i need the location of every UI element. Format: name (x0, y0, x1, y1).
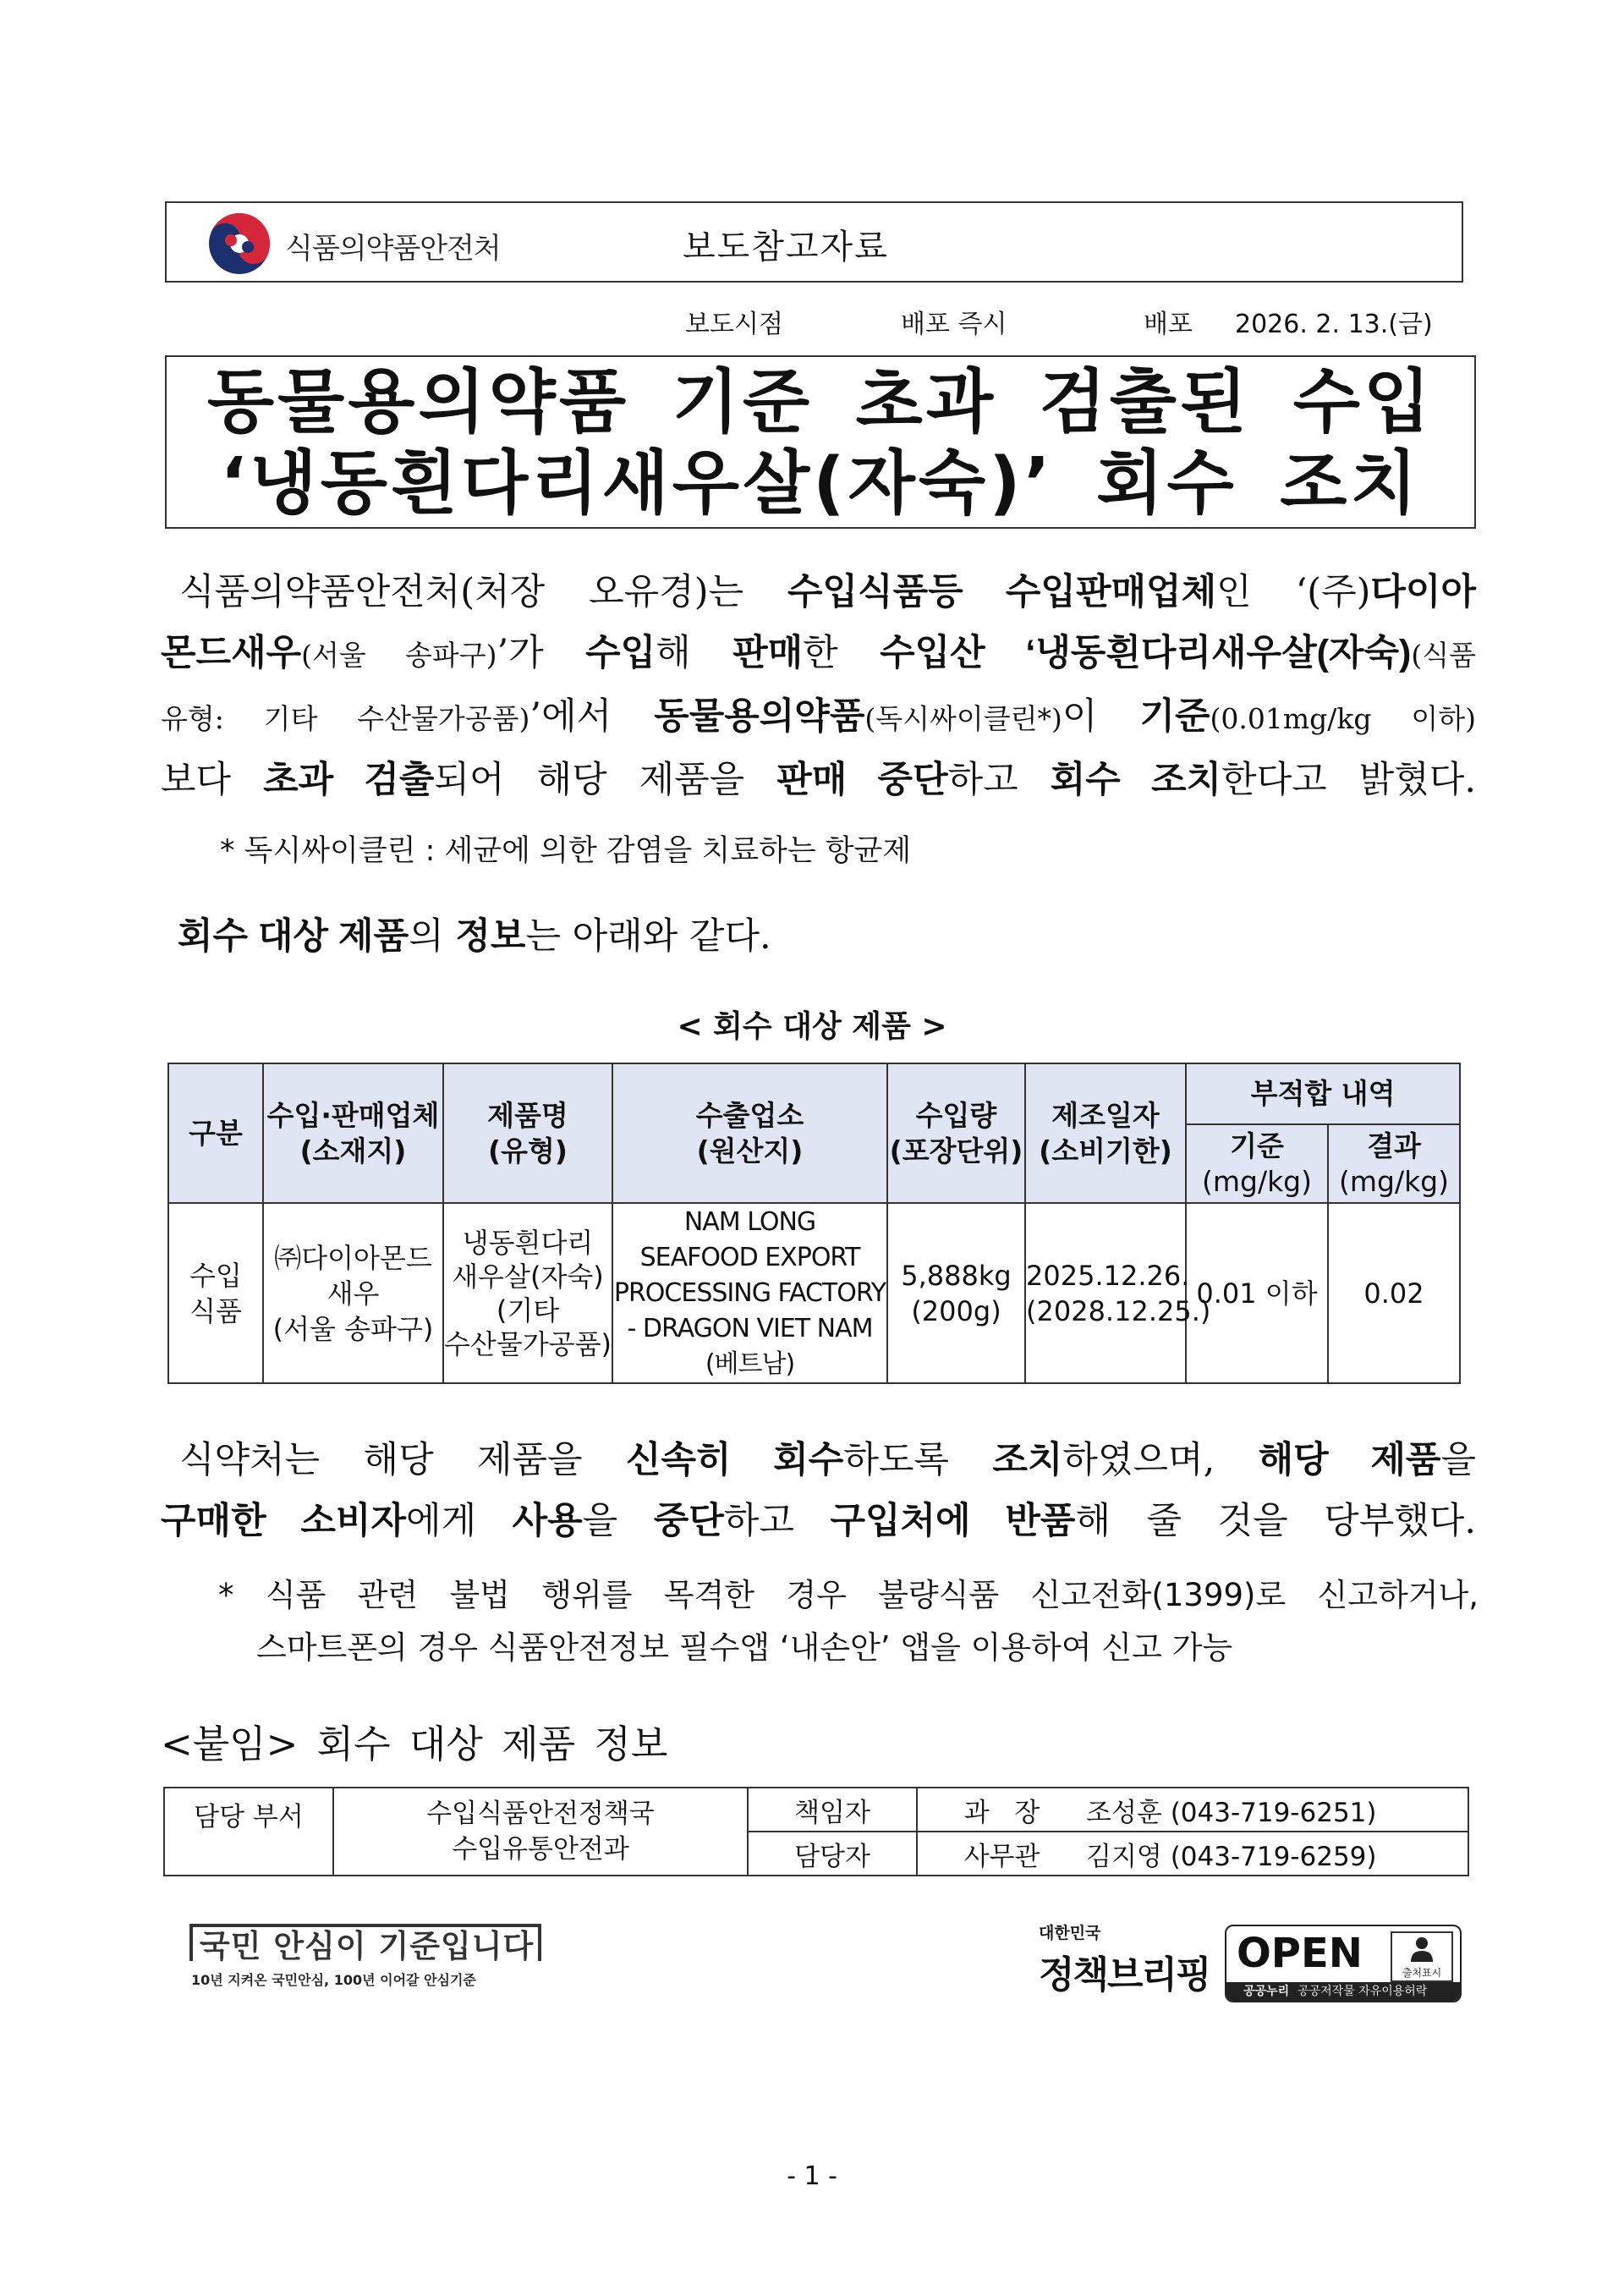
header-standard (1186, 1124, 1328, 1203)
lead-text: 되어 해당 제품을 (434, 759, 777, 801)
cell-text: 식품 (189, 1294, 242, 1327)
followup-text: 을 (1440, 1439, 1476, 1481)
followup-text: 하고 (723, 1500, 831, 1542)
header-quantity (887, 1063, 1025, 1203)
header-unit: (mg/kg) (1201, 1164, 1313, 1198)
dept-name-line: 수입식품안전정책국 (426, 1799, 655, 1829)
table-row (168, 1203, 1460, 1383)
lead-emphasis: 수입 (585, 633, 656, 673)
lead-small-text: (식품 (1411, 639, 1476, 672)
policy-briefing-logo (1039, 1920, 1216, 2005)
header-nonconformity: 부적합 내역 (1186, 1063, 1460, 1124)
dept-label: 담당 부서 (164, 1788, 333, 1876)
followup-emphasis: 중단 (653, 1501, 724, 1541)
briefing-main-text: 정책브리핑 (1039, 1953, 1210, 1997)
lead-emphasis: 몬드새우 (161, 633, 302, 673)
cell-text: 수산물가공품) (444, 1327, 612, 1360)
lead-text: 한 (803, 632, 881, 674)
release-value: 배포 즉시 (901, 310, 1007, 339)
slogan-logo (188, 1919, 543, 2003)
intro-sentence (178, 908, 771, 959)
followup-emphasis: 해당 제품 (1258, 1440, 1441, 1480)
agency-name: 식품의약품안전처 (285, 232, 501, 266)
cell-text: 냉동흰다리 (462, 1226, 594, 1259)
lead-emphasis: 다이아 (1370, 572, 1477, 612)
followup-text: 하였으며, (1062, 1439, 1259, 1481)
cell-quantity (887, 1203, 1025, 1383)
cell-text: 2025.12.26. (1026, 1259, 1190, 1292)
lead-emphasis: 판매 중단 (776, 760, 948, 800)
cell-exporter (612, 1203, 887, 1383)
lead-emphasis: 수입산 ‘냉동흰다리새우살(자숙) (880, 633, 1412, 673)
lead-text: 하고 (947, 759, 1051, 801)
lead-text: 보다 (161, 759, 264, 801)
header-box (165, 201, 1463, 283)
lead-emphasis: 초과 검출 (263, 760, 435, 800)
followup-text: 을 (582, 1500, 654, 1542)
attachment-note: <붙임> 회수 대상 제품 정보 (161, 1722, 668, 1766)
distribution-date: 2026. 2. 13.(금) (1235, 310, 1433, 339)
cell-product (443, 1203, 612, 1383)
lead-emphasis: 회수 조치 (1050, 760, 1222, 800)
lead-emphasis: 동물용의약품 (654, 696, 865, 737)
cell-text: PROCESSING FACTORY (613, 1277, 886, 1308)
headline-line-1: 동물용의약품 기준 초과 검출된 수입 (206, 362, 1435, 442)
lead-text: ’가 (497, 632, 586, 674)
header-result (1328, 1124, 1460, 1203)
cell-text: 수입 (189, 1259, 242, 1292)
lead-emphasis: 수입식품등 수입판매업체 (787, 572, 1217, 612)
header-text: (유형) (488, 1134, 568, 1167)
cell-result: 0.02 (1328, 1203, 1460, 1383)
cell-text: ㈜다이아몬드 (274, 1241, 432, 1274)
kogl-bar-bold: 공공누리 (1243, 1985, 1290, 1998)
header-text: (포장단위) (889, 1134, 1023, 1167)
person-icon (1392, 1933, 1451, 1967)
header-text: 수입량 (915, 1098, 997, 1132)
followup-emphasis: 구매한 소비자 (161, 1501, 407, 1541)
kogl-open-license-logo (1225, 1925, 1462, 2002)
contact-table (163, 1787, 1469, 1876)
lead-emphasis: 판매 (732, 633, 804, 673)
header-text: 제조일자 (1051, 1098, 1160, 1132)
release-label: 보도시점 (685, 310, 783, 339)
cell-text: - DRAGON VIET NAM (627, 1313, 873, 1343)
cell-date (1025, 1203, 1211, 1383)
footnote-report (218, 1569, 1479, 1674)
attribution-badge-icon (1391, 1931, 1453, 1982)
cell-text: (200g) (911, 1294, 1001, 1327)
badge-label: 출처표시 (1402, 1967, 1442, 1979)
lead-text: 이 (1062, 695, 1140, 738)
kogl-bar (1226, 1982, 1460, 2001)
header-importer (263, 1063, 443, 1203)
header-text: (소비기한) (1039, 1134, 1172, 1167)
footnote-line: 스마트폰의 경우 식품안전정보 필수앱 ‘내손안’ 앱을 이용하여 신고 가능 (256, 1629, 1233, 1666)
lead-small-text: 유형: 기타 수산물가공품) (161, 702, 530, 735)
cell-text: 5,888kg (901, 1259, 1012, 1292)
contact-person: 조성훈 (043-719-6251) (1086, 1788, 1468, 1832)
followup-paragraph (161, 1430, 1476, 1552)
header-text: 수출업소 (695, 1098, 804, 1132)
slogan-text: 국민 안심이 기준입니다 (200, 1928, 535, 1964)
lead-text: 한다고 밝혔다. (1221, 759, 1476, 801)
contact-role: 담당자 (748, 1832, 917, 1876)
headline-line-2: ‘냉동흰다리새우살(자숙)’ 회수 조치 (220, 443, 1421, 524)
lead-text: 식품의약품안전처(처장 오유경)는 (179, 571, 787, 613)
header-text: 기준 (1230, 1129, 1284, 1162)
header-unit: (mg/kg) (1338, 1164, 1450, 1198)
page-number: - 1 - (787, 2161, 837, 2191)
distribution-label: 배포 (1144, 310, 1193, 339)
contact-position: 사무관 (917, 1832, 1086, 1876)
kogl-bar-text: 공공저작물 자유이용허락 (1298, 1985, 1428, 1998)
header-product (443, 1063, 612, 1203)
lead-emphasis: 기준 (1139, 696, 1210, 737)
cell-text: (서울 송파구) (272, 1312, 434, 1345)
cell-text: NAM LONG (683, 1206, 816, 1237)
followup-text: 하도록 (843, 1439, 993, 1481)
cell-text: (기타 (496, 1294, 560, 1327)
lead-small-text: (독시싸이클린*) (864, 702, 1062, 735)
lead-text: 인 ‘(주) (1216, 571, 1371, 613)
table-caption: < 회수 대상 제품 > (677, 1009, 947, 1044)
intro-text: 는 아래와 같다. (525, 915, 771, 958)
cell-text: 새우 (326, 1277, 380, 1310)
header-text: 수입·판매업체 (266, 1098, 440, 1132)
lead-small-text: (서울 송파구) (301, 639, 497, 672)
header-text: (원산지) (696, 1134, 804, 1167)
dept-name (333, 1788, 748, 1876)
header-text: 제품명 (487, 1098, 568, 1132)
cell-text: SEAFOOD EXPORT (639, 1242, 860, 1272)
followup-emphasis: 조치 (992, 1440, 1063, 1480)
intro-text: 의 (409, 915, 456, 958)
lead-small-text: (0.01mg/kg 이하) (1210, 702, 1476, 735)
footnote-line: * 식품 관련 불법 행위를 목격한 경우 불량식품 신고전화(1399)로 신고하거나, (218, 1577, 1479, 1613)
header-date (1025, 1063, 1186, 1203)
recall-product-table (167, 1063, 1461, 1384)
header-exporter (612, 1063, 887, 1203)
contact-role: 책임자 (748, 1788, 917, 1832)
followup-text: 해 줄 것을 당부했다. (1075, 1500, 1476, 1542)
followup-text: 식약처는 해당 제품을 (179, 1439, 626, 1481)
headline-box (165, 355, 1476, 529)
taegeuk-logo-icon (207, 211, 272, 276)
lead-text: ’에서 (529, 695, 655, 738)
cell-standard: 0.01 이하 (1186, 1203, 1328, 1383)
cell-importer (263, 1203, 443, 1383)
intro-emphasis: 정보 (455, 916, 526, 957)
cell-text: (베트남) (705, 1348, 795, 1379)
header-text: 결과 (1367, 1129, 1421, 1162)
cell-text: 새우살(자숙) (452, 1260, 604, 1293)
followup-emphasis: 사용 (512, 1501, 583, 1541)
open-wordmark: OPEN (1237, 1930, 1363, 1977)
contact-person: 김지영 (043-719-6259) (1086, 1832, 1468, 1876)
cell-text: (2028.12.25.) (1026, 1294, 1211, 1327)
lead-paragraph (161, 562, 1476, 810)
intro-emphasis: 회수 대상 제품 (178, 916, 409, 957)
followup-text: 에게 (406, 1500, 513, 1542)
slogan-subtext: 10년 지켜온 국민안심, 100년 이어갈 안심기준 (191, 1972, 476, 1988)
dept-name-line: 수입유통안전과 (452, 1834, 629, 1865)
document-type: 보도참고자료 (683, 228, 889, 266)
followup-emphasis: 구입처에 반품 (830, 1501, 1076, 1541)
followup-emphasis: 신속히 회수 (625, 1440, 844, 1480)
lead-text: 해 (656, 632, 733, 674)
header-text: (소재지) (299, 1134, 407, 1167)
briefing-small-text: 대한민국 (1039, 1924, 1101, 1942)
footnote-doxycycline: * 독시싸이클린 : 세균에 의한 감염을 치료하는 항균제 (220, 834, 912, 868)
contact-position: 과 장 (917, 1788, 1086, 1832)
cell-category (168, 1203, 263, 1383)
header-category: 구분 (168, 1063, 263, 1203)
